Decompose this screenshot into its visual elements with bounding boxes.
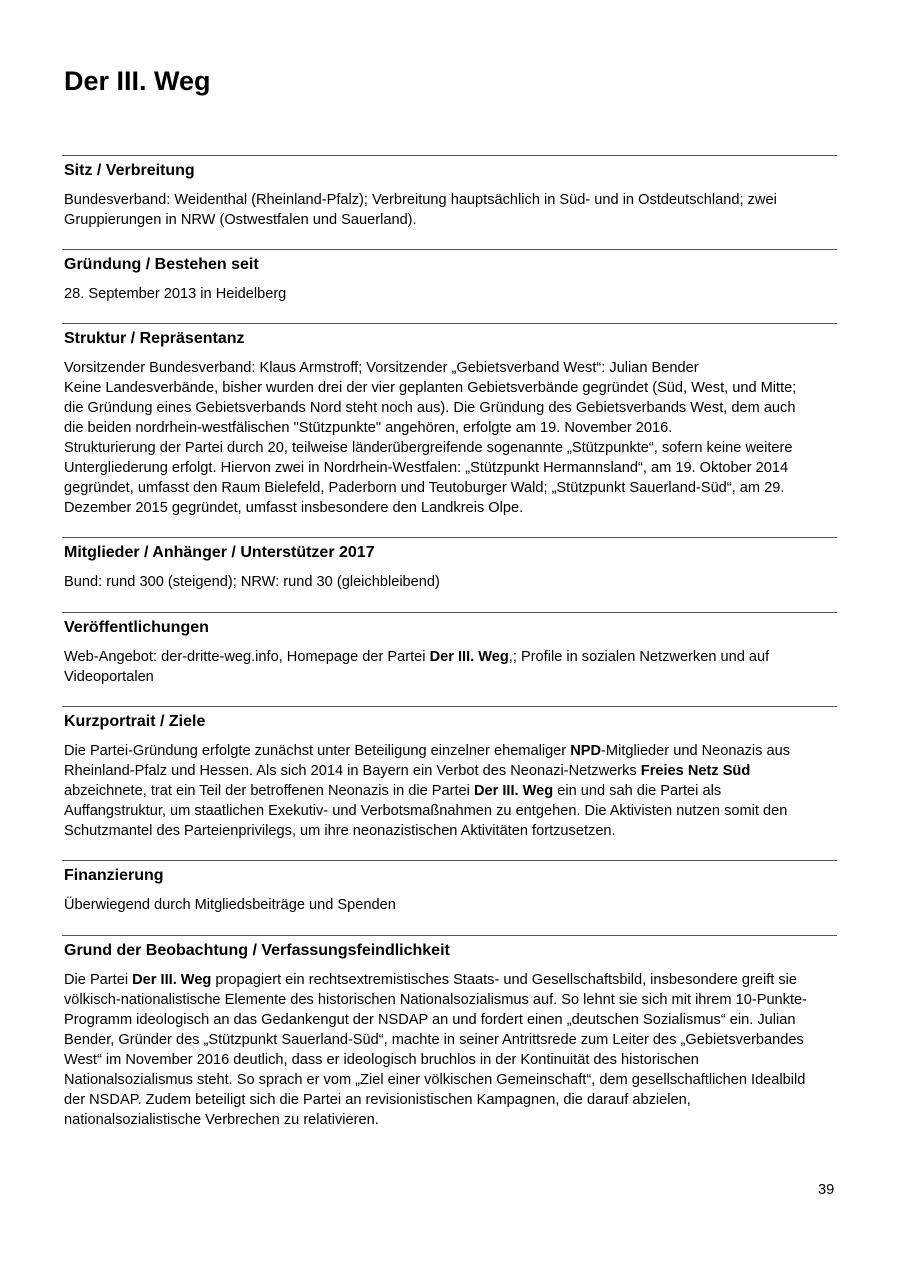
section-veroeffentlichungen — [62, 612, 837, 687]
section-text: nationalsozialistische Verbrechen zu relativieren. — [64, 1112, 379, 1128]
section-text — [62, 761, 837, 781]
section-text: Programm ideologisch an das Gedankengut der NSDAP an und fordert einen „deutschen Sozialismus“ ein. Julian — [64, 1012, 796, 1028]
section-heading: Finanzierung — [64, 867, 164, 884]
section-sitz-verbreitung — [62, 155, 837, 230]
section-text: Nationalsozialismus steht. So sprach er vom „Ziel einer völkischen Gemeinschaft“, dem gesellschaftlichen Idealbild — [64, 1072, 806, 1088]
section-text: Überwiegend durch Mitgliedsbeiträge und Spenden — [64, 897, 396, 913]
section-text — [62, 970, 837, 990]
section-text: Dezember 2015 gegründet, umfasst insbesondere den Landkreis Olpe. — [64, 500, 524, 516]
section-text: Schutzmantel des Parteienprivilegs, um ihre neonazistischen Aktivitäten fortzusetzen. — [64, 823, 616, 839]
text-run: Web-Angebot: der-dritte-weg.info, Homepage der Partei — [64, 649, 430, 665]
section-mitglieder — [62, 537, 837, 592]
npd-bold: NPD — [570, 743, 602, 759]
section-text: 28. September 2013 in Heidelberg — [64, 286, 287, 302]
section-finanzierung — [62, 860, 837, 915]
section-heading: Struktur / Repräsentanz — [64, 330, 245, 347]
section-text: Bund: rund 300 (steigend); NRW: rund 30 (gleichbleibend) — [64, 574, 440, 590]
section-heading: Sitz / Verbreitung — [64, 162, 195, 179]
section-text: die Gründung eines Gebietsverbands Nord steht noch aus). Die Gründung des Gebietsverbands West, dem auch — [64, 400, 796, 416]
party-name-bold: Der III. Weg — [132, 972, 212, 988]
text-run: Die Partei — [64, 972, 133, 988]
section-struktur — [62, 323, 837, 518]
section-heading: Veröffentlichungen — [64, 619, 209, 636]
section-text — [62, 741, 837, 761]
section-kurzportrait — [62, 706, 837, 841]
section-text: Videoportalen — [64, 669, 154, 685]
section-text — [62, 781, 837, 801]
page-number: 39 — [818, 1182, 835, 1198]
text-run: -Mitglieder und Neonazis aus — [601, 743, 791, 759]
section-heading: Mitglieder / Anhänger / Unterstützer 2017 — [64, 544, 375, 561]
section-text: gegründet, umfasst den Raum Bielefeld, Paderborn und Teutoburger Wald; „Stützpunkt Sauerland-Süd“, am 29. — [64, 480, 785, 496]
freies-netz-sued-bold: Freies Netz Süd — [640, 763, 751, 779]
section-text: Bender, Gründer des „Stützpunkt Sauerland-Süd“, machte in seiner Antrittsrede zum Leiter des „Gebietsverbandes — [64, 1032, 804, 1048]
text-run: propagiert ein rechtsextremistisches Staats- und Gesellschaftsbild, insbesondere greift sie — [211, 972, 798, 988]
text-run: Rheinland-Pfalz und Hessen. Als sich 2014 in Bayern ein Verbot des Neonazi-Netzwerks — [64, 763, 641, 779]
section-text: Vorsitzender Bundesverband: Klaus Armstroff; Vorsitzender „Gebietsverband West“: Julian Bender — [64, 360, 699, 376]
party-name-bold: Der III. Weg — [429, 649, 509, 665]
section-text — [62, 647, 837, 667]
section-text: Keine Landesverbände, bisher wurden drei der vier geplanten Gebietsverbände gegründet (Süd, West, und Mitte; — [64, 380, 797, 396]
section-text: der NSDAP. Zudem beteiligt sich die Partei an revisionistischen Kampagnen, die darauf abzielen, — [64, 1092, 691, 1108]
text-run: ,; Profile in sozialen Netzwerken und auf — [508, 649, 770, 665]
section-text: Strukturierung der Partei durch 20, teilweise länderübergreifende sogenannte „Stützpunkte“, sofern keine weitere — [64, 440, 793, 456]
section-text: West“ im November 2016 deutlich, dass er ideologisch bruchlos in der Kontinuität des historischen — [64, 1052, 699, 1068]
section-heading: Gründung / Bestehen seit — [64, 256, 259, 273]
text-run: ein und sah die Partei als — [553, 783, 722, 799]
section-text: Bundesverband: Weidenthal (Rheinland-Pfalz); Verbreitung hauptsächlich in Süd- und in Ostdeutschland; zwei — [64, 192, 777, 208]
section-text: völkisch-nationalistische Elemente des historischen Nationalsozialismus auf. So lehnt sie sich mit ihrem 10-Punkte- — [64, 992, 807, 1008]
section-heading: Kurzportrait / Ziele — [64, 713, 206, 730]
party-name-bold: Der III. Weg — [473, 783, 554, 799]
section-text: Gruppierungen in NRW (Ostwestfalen und Sauerland). — [64, 212, 417, 228]
page-title: Der III. Weg — [64, 66, 211, 96]
section-heading: Grund der Beobachtung / Verfassungsfeindlichkeit — [64, 942, 450, 959]
text-run: Die Partei-Gründung erfolgte zunächst unter Beteiligung einzelner ehemaliger — [64, 743, 571, 759]
section-text: die beiden nordrhein-westfälischen "Stützpunkte" angehören, erfolgte am 19. November 2016. — [64, 420, 673, 436]
section-grund-der-beobachtung — [62, 935, 837, 1130]
text-run: abzeichnete, trat ein Teil der betroffenen Neonazis in die Partei — [64, 783, 474, 799]
section-gruendung — [62, 249, 837, 304]
section-text: Auffangstruktur, um staatlichen Exekutiv- und Verbotsmaßnahmen zu entgehen. Die Aktivisten nutzen somit den — [64, 803, 788, 819]
section-text: Untergliederung erfolgt. Hiervon zwei in Nordrhein-Westfalen: „Stützpunkt Hermannsland“, am 19. Oktober 2014 — [64, 460, 789, 476]
